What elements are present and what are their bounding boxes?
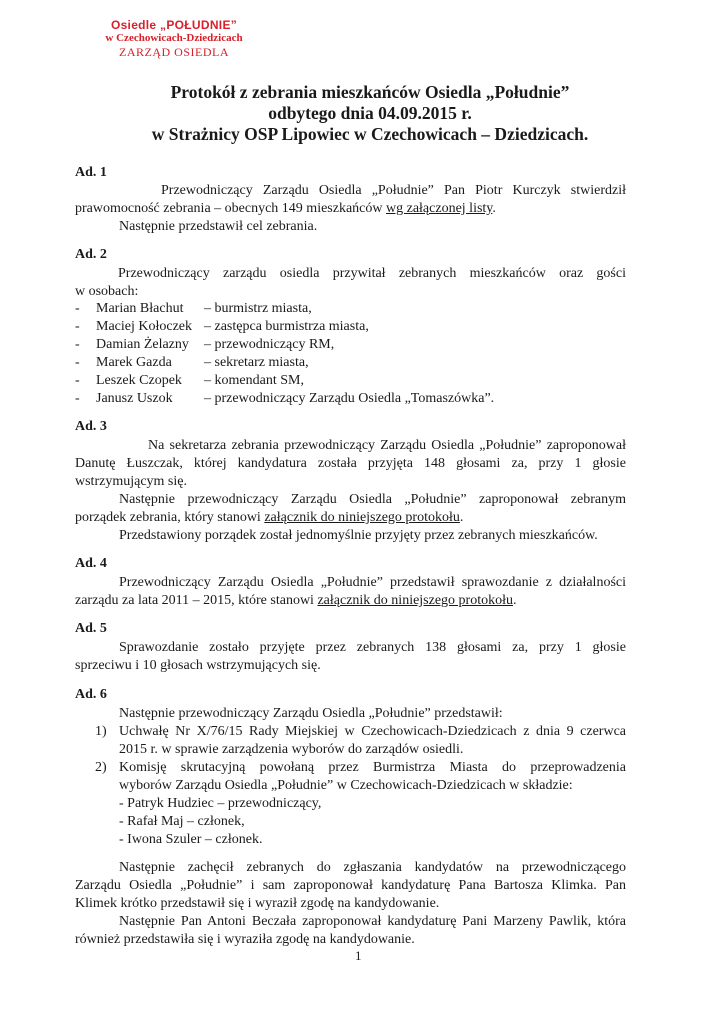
guest-role: – przewodniczący RM, [204, 337, 335, 352]
ad3-p1-line-3: wstrzymującym się. [75, 474, 187, 489]
ad6-p2-line-1: Następnie zachęcił zebranych do zgłaszania kandydatów na przewodniczącego [119, 860, 626, 875]
guest-dash: - [75, 355, 80, 370]
ad2-intro-line-2: w osobach: [75, 284, 139, 299]
ad1-line-1: Przewodniczący Zarządu Osiedla „Południe” Pan Piotr Kurczyk stwierdził [161, 183, 626, 198]
guest-dash: - [75, 373, 80, 388]
ad4-line-2: zarządu za lata 2011 – 2015, które stanowi załącznik do niniejszego protokołu. [75, 593, 517, 608]
guest-role: – komendant SM, [204, 373, 304, 388]
stamp-line-3: ZARZĄD OSIEDLA [119, 45, 229, 59]
ad3-p1-line-2: Danutę Łuszczak, której kandydatura została przyjęta 148 głosami za, przy 1 głosie [75, 456, 626, 471]
title-line-2: odbytego dnia 04.09.2015 r. [268, 103, 472, 123]
ad6-item-2-number: 2) [95, 760, 107, 775]
stamp-line-1: Osiedle „POŁUDNIE” [110, 18, 238, 32]
ad6-p3-line-2: również przedstawiła się i wyraziła zgodę na kandydowanie. [75, 932, 415, 947]
guest-role: – burmistrz miasta, [204, 301, 312, 316]
ad2-heading: Ad. 2 [75, 247, 107, 262]
commission-member: - Rafał Maj – członek, [119, 814, 245, 829]
agenda-attachment-link[interactable]: załącznik do niniejszego protokołu [264, 510, 460, 525]
ad6-heading: Ad. 6 [75, 687, 107, 702]
guest-dash: - [75, 391, 80, 406]
ad3-p2-line-2: porządek zebrania, który stanowi załącznik do niniejszego protokołu. [75, 510, 464, 525]
report-attachment-link[interactable]: załącznik do niniejszego protokołu [317, 593, 514, 608]
guest-role: – zastępca burmistrza miasta, [204, 319, 369, 334]
ad6-item-2-line-2: wyborów Zarządu Osiedla „Południe” w Czechowicach-Dziedzicach w składzie: [119, 778, 573, 793]
guest-role: – sekretarz miasta, [204, 355, 309, 370]
guest-name: Damian Żelazny [96, 337, 189, 352]
guest-name: Leszek Czopek [96, 373, 182, 388]
attendance-list-link[interactable]: wg załączonej listy [386, 201, 493, 216]
ad6-item-1-number: 1) [95, 724, 107, 739]
ad4-heading: Ad. 4 [75, 556, 107, 571]
ad3-p1-line-1: Na sekretarza zebrania przewodniczący Zarządu Osiedla „Południe” zaproponował [148, 438, 626, 453]
commission-member: - Iwona Szuler – członek. [119, 832, 263, 847]
guest-name: Maciej Kołoczek [96, 319, 193, 334]
ad6-p2-line-2: Zarządu Osiedla „Południe” i sam zaproponował kandydaturę Pana Bartosza Klimka. Pan [75, 878, 626, 893]
osiedle-stamp [74, 18, 274, 59]
ad3-p2-line-1: Następnie przewodniczący Zarządu Osiedla „Południe” zaproponował zebranym [119, 492, 626, 507]
ad3-heading: Ad. 3 [75, 419, 107, 434]
title-line-1: Protokół z zebrania mieszkańców Osiedla „Południe” [170, 82, 570, 102]
title-line-3: w Strażnicy OSP Lipowiec w Czechowicach – Dziedzicach. [151, 124, 589, 144]
stamp-line-2: w Czechowicach-Dziedzicach [105, 32, 243, 44]
guest-role: – przewodniczący Zarządu Osiedla „Tomaszówka”. [204, 391, 495, 406]
guest-name: Janusz Uszok [96, 391, 173, 406]
ad5-line-1: Sprawozdanie zostało przyjęte przez zebranych 138 głosami za, przy 1 głosie [119, 640, 626, 655]
ad6-p3-line-1: Następnie Pan Antoni Beczała zaproponował kandydaturę Pani Marzeny Pawlik, która [119, 914, 626, 929]
ad3-p3-line-1: Przedstawiony porządek został jednomyślnie przyjęty przez zebranych mieszkańców. [119, 528, 598, 543]
ad1-heading: Ad. 1 [75, 165, 107, 180]
ad1-line-3: Następnie przedstawił cel zebrania. [119, 219, 318, 234]
guest-dash: - [75, 301, 80, 316]
ad4-line-1: Przewodniczący Zarządu Osiedla „Południe” przedstawił sprawozdanie z działalności [119, 575, 626, 590]
commission-member: - Patryk Hudziec – przewodniczący, [119, 796, 322, 811]
guest-name: Marek Gazda [96, 355, 172, 370]
ad6-item-2-line-1: Komisję skrutacyjną powołaną przez Burmistrza Miasta do przeprowadzenia [119, 760, 626, 775]
ad6-intro: Następnie przewodniczący Zarządu Osiedla „Południe” przedstawił: [119, 706, 503, 721]
ad6-p2-line-3: Klimek krótko przedstawił się i wyraził zgodę na kandydowanie. [75, 896, 440, 911]
ad2-intro-line-1: Przewodniczący zarządu osiedla przywitał zebranych mieszkańców oraz gości [118, 266, 626, 281]
page-number: 1 [355, 948, 362, 963]
ad1-line-2: prawomocność zebrania – obecnych 149 mieszkańców wg załączonej listy. [75, 201, 496, 216]
guest-dash: - [75, 319, 80, 334]
ad6-item-1-line-2: 2015 r. w sprawie zarządzenia wyborów do zarządów osiedli. [119, 742, 464, 757]
ad5-line-2: sprzeciwu i 10 głosach wstrzymujących się. [75, 658, 321, 673]
ad6-item-1-line-1: Uchwałę Nr X/76/15 Rady Miejskiej w Czechowicach-Dziedzicach z dnia 9 czerwca [119, 724, 626, 739]
ad5-heading: Ad. 5 [75, 621, 107, 636]
guest-name: Marian Błachut [96, 301, 184, 316]
guest-dash: - [75, 337, 80, 352]
document-title [90, 82, 650, 145]
